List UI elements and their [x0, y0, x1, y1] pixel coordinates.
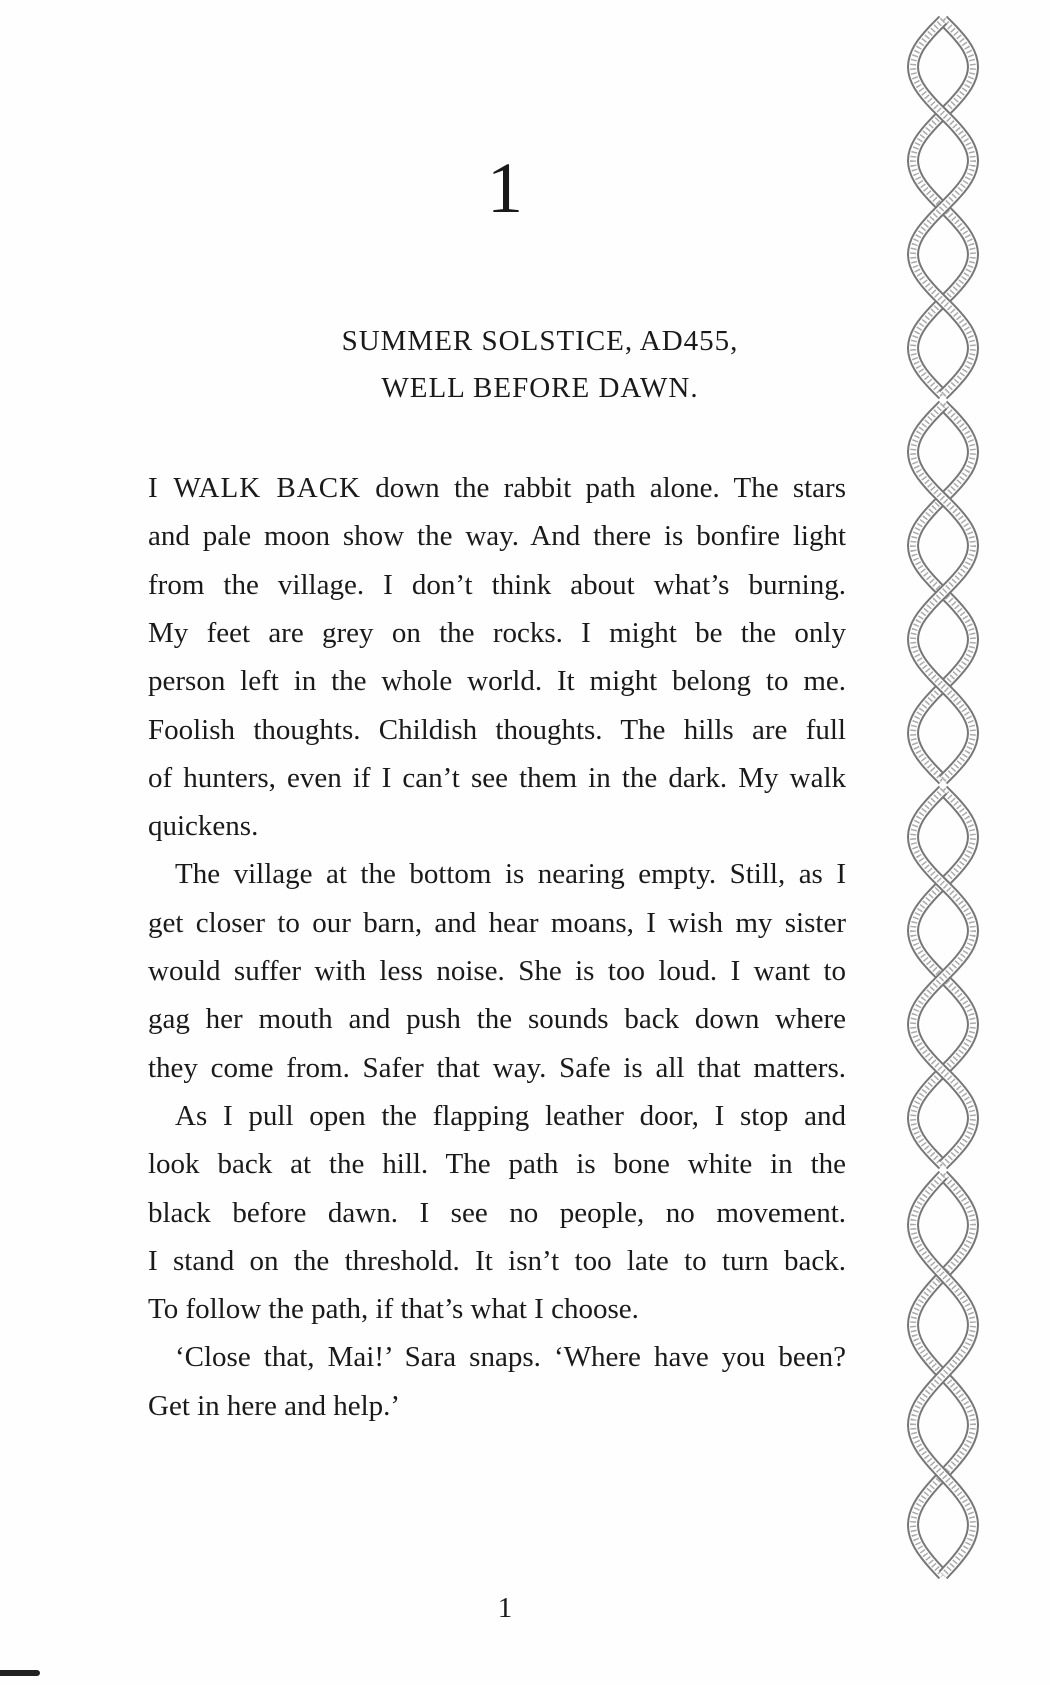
text-line: look back at the hill. The path is bone white in the	[148, 1148, 846, 1181]
rope-strand	[913, 790, 973, 1165]
text-line: My feet are grey on the rocks. I might be the only	[148, 616, 846, 649]
text-line: ‘Close that, Mai!’ Sara snaps. ‘Where have you been?	[175, 1341, 846, 1374]
lead-in: I WALK BACK	[148, 472, 361, 504]
text-line: As I pull open the flapping leather door, I stop and	[175, 1099, 846, 1132]
text-line: gag her mouth and push the sounds back down where	[148, 1003, 846, 1036]
text-line: To follow the path, if that’s what I choose.	[148, 1293, 639, 1326]
text-line-content: down the rabbit path alone. The stars	[360, 472, 846, 504]
chapter-number: 1	[487, 148, 523, 228]
chapter-heading-line-2: WELL BEFORE DAWN.	[381, 372, 699, 404]
text-line: of hunters, even if I can’t see them in the dark. My walk	[148, 761, 846, 794]
twisted-rope-border-icon	[895, 0, 1050, 1685]
text-line: person left in the whole world. It might belong to me.	[148, 665, 846, 698]
text-line: black before dawn. I see no people, no movement.	[148, 1196, 846, 1229]
chapter-heading-line-1: SUMMER SOLSTICE, AD455,	[341, 325, 739, 357]
text-line: they come from. Safer that way. Safe is all that matters.	[148, 1051, 846, 1084]
rope-hatching	[913, 1175, 973, 1575]
text-line: from the village. I don’t think about what’s burning.	[148, 568, 846, 601]
rope-strand	[913, 405, 973, 780]
text-line: and pale moon show the way. And there is bonfire light	[148, 520, 846, 553]
text-line: I stand on the threshold. It isn’t too late to turn back.	[148, 1244, 846, 1277]
text-line: quickens.	[148, 810, 259, 843]
text-line: Get in here and help.’	[148, 1389, 401, 1422]
text-line: Foolish thoughts. Childish thoughts. The hills are full	[148, 713, 846, 746]
text-line: get closer to our barn, and hear moans, I wish my sister	[148, 906, 846, 939]
rope-strand	[913, 20, 973, 395]
text-line: would suffer with less noise. She is too loud. I want to	[148, 955, 846, 987]
text-line: The village at the bottom is nearing empty. Still, as I	[175, 858, 846, 891]
page-number: 1	[497, 1592, 513, 1624]
page-edge-shadow	[0, 1670, 40, 1676]
text-line	[148, 468, 846, 508]
